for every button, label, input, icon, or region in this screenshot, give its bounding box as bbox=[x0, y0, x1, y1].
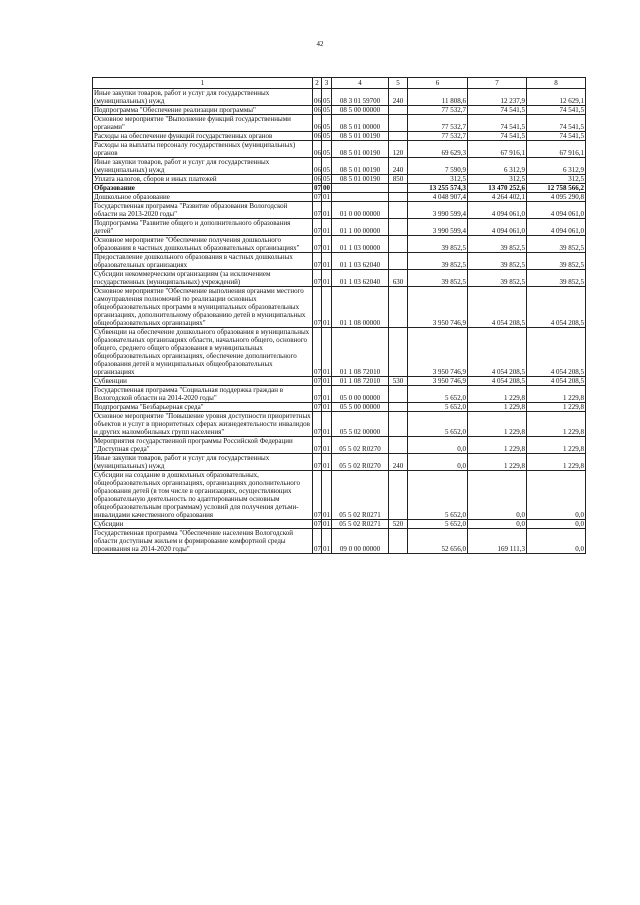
table-row bbox=[93, 386, 586, 403]
target-item-code-cell: 01 1 08 72010 bbox=[332, 377, 389, 386]
section-code-cell: 07 bbox=[314, 403, 321, 411]
expense-type-code-cell bbox=[389, 412, 408, 437]
amount-col7-cell: 1 229,8 bbox=[468, 412, 527, 437]
amount-col7-cell: 74 541,5 bbox=[468, 115, 527, 132]
amount-col7-cell: 67 916,1 bbox=[468, 141, 527, 158]
section-code-cell: 07 bbox=[313, 471, 322, 520]
section-code-cell: 06 bbox=[314, 106, 321, 114]
subsection-code-cell: 01 bbox=[322, 287, 332, 328]
section-code-cell: 07 bbox=[314, 193, 321, 201]
amount-col7-cell: 169 111,3 bbox=[468, 529, 527, 554]
amount-col8-cell: 74 541,5 bbox=[527, 115, 586, 132]
amount-col8-cell: 4 054 208,5 bbox=[527, 287, 586, 328]
expense-type-code-cell bbox=[389, 106, 408, 115]
subsection-code-cell: 05 bbox=[322, 115, 332, 132]
amount-col8-cell: 0,0 bbox=[527, 529, 586, 554]
row-name-cell: Основное мероприятие "Обеспечение получения дошкольного образования в частных дошкольных образовательных организациях" bbox=[93, 236, 313, 253]
table-row bbox=[93, 219, 586, 236]
amount-col7-cell: 4 054 208,5 bbox=[468, 287, 527, 328]
amount-col7-cell: 1 229,8 bbox=[468, 386, 527, 403]
subsection-code-cell: 01 bbox=[322, 471, 332, 520]
amount-col6-cell: 5 652,0 bbox=[408, 520, 468, 529]
amount-col7-cell: 0,0 bbox=[468, 520, 527, 529]
subsection-code-cell: 01 bbox=[322, 437, 332, 454]
amount-col8-cell: 312,5 bbox=[527, 175, 586, 184]
expense-type-code-cell bbox=[389, 471, 408, 520]
amount-col6-cell: 0,0 bbox=[408, 437, 468, 454]
header-cell: 6 bbox=[408, 78, 468, 89]
amount-col6-cell: 11 808,6 bbox=[408, 89, 468, 106]
row-name-cell: Основное мероприятие "Выполнение функций государственными органами" bbox=[93, 115, 313, 132]
amount-col8-cell: 1 229,8 bbox=[527, 454, 586, 471]
amount-col8-cell: 4 094 061,0 bbox=[527, 219, 586, 236]
amount-col6-cell: 5 652,0 bbox=[408, 403, 468, 412]
amount-col8-cell: 1 229,8 bbox=[527, 412, 586, 437]
amount-col8-cell: 74 541,5 bbox=[527, 106, 586, 115]
row-name-cell: Расходы на обеспечение функций государственных органов bbox=[93, 132, 313, 141]
subsection-code-cell: 00 bbox=[323, 184, 330, 192]
table-row bbox=[93, 175, 586, 184]
subsection-code-cell: 01 bbox=[323, 403, 330, 411]
row-name-cell: Субсидии bbox=[93, 520, 313, 529]
amount-col6-cell: 3 950 746,9 bbox=[408, 377, 468, 386]
amount-col6-cell: 0,0 bbox=[408, 454, 468, 471]
amount-col6-cell: 3 990 599,4 bbox=[408, 202, 468, 219]
row-name-cell: Подпрограмма "Обеспечение реализации программы" bbox=[93, 106, 313, 115]
target-item-code-cell: 05 0 00 00000 bbox=[332, 386, 389, 403]
amount-col6-cell: 3 990 599,4 bbox=[408, 219, 468, 236]
target-item-code-cell: 05 5 02 R0270 bbox=[332, 437, 389, 454]
amount-col6-cell: 52 656,0 bbox=[408, 529, 468, 554]
expense-type-code-cell bbox=[389, 132, 408, 141]
expense-type-code-cell: 120 bbox=[389, 141, 408, 158]
amount-col8-cell: 67 916,1 bbox=[527, 141, 586, 158]
row-name-cell: Иные закупки товаров, работ и услуг для государственных (муниципальных) нужд bbox=[93, 158, 313, 175]
table-row bbox=[93, 471, 586, 520]
subsection-code-cell: 01 bbox=[322, 328, 332, 377]
target-item-code-cell: 01 1 03 62040 bbox=[332, 253, 389, 270]
table-row bbox=[93, 193, 586, 202]
subsection-code-cell: 01 bbox=[322, 236, 332, 253]
amount-col7-cell: 312,5 bbox=[468, 175, 527, 184]
table-row bbox=[93, 520, 586, 529]
expense-type-code-cell: 630 bbox=[389, 270, 408, 287]
amount-col6-cell: 3 950 746,9 bbox=[408, 287, 468, 328]
table-row bbox=[93, 158, 586, 175]
amount-col6-cell: 77 532,7 bbox=[408, 132, 468, 141]
amount-col6-cell: 13 255 574,3 bbox=[408, 184, 468, 193]
subsection-code-cell: 01 bbox=[322, 386, 332, 403]
amount-col8-cell: 0,0 bbox=[527, 520, 586, 529]
subsection-code-cell: 01 bbox=[323, 193, 330, 201]
section-code-cell: 07 bbox=[313, 270, 322, 287]
expense-type-code-cell: 240 bbox=[389, 158, 408, 175]
table-row bbox=[93, 377, 586, 386]
table-row bbox=[93, 106, 586, 115]
expense-type-code-cell: 240 bbox=[389, 454, 408, 471]
target-item-code-cell: 01 0 00 00000 bbox=[332, 202, 389, 219]
row-name-cell: Образование bbox=[93, 184, 313, 193]
target-item-code-cell bbox=[332, 184, 389, 193]
row-name-cell: Государственная программа "Обеспечение населения Вологодской области доступным жильем и формирование комфортной среды проживания на 2014-2020 годы" bbox=[93, 529, 313, 554]
subsection-code-cell: 01 bbox=[322, 529, 332, 554]
row-name-cell: Субсидии на создание в дошкольных образовательных, общеобразовательных организациях, организациях дополнительного образования детей (в том числе в организациях, осуществляющих образовательную деятельность по адаптированным основным общеобразовательным программам) условий для получения детьми-инвалидами качественного образования bbox=[93, 471, 313, 520]
amount-col8-cell: 4 054 208,5 bbox=[527, 328, 586, 377]
subsection-code-cell: 05 bbox=[322, 158, 332, 175]
table-row bbox=[93, 454, 586, 471]
amount-col7-cell: 13 470 252,6 bbox=[468, 184, 527, 193]
amount-col7-cell: 4 054 208,5 bbox=[468, 328, 527, 377]
subsection-code-cell: 01 bbox=[322, 253, 332, 270]
section-code-cell: 07 bbox=[313, 437, 322, 454]
amount-col6-cell: 39 852,5 bbox=[408, 253, 468, 270]
row-name-cell: Подпрограмма "Развитие общего и дополнительного образования детей" bbox=[93, 219, 313, 236]
amount-col8-cell: 1 229,8 bbox=[527, 386, 586, 403]
section-code-cell: 07 bbox=[313, 328, 322, 377]
table-row bbox=[93, 412, 586, 437]
table-row bbox=[93, 184, 586, 193]
section-code-cell: 06 bbox=[314, 175, 321, 183]
table-row bbox=[93, 403, 586, 412]
amount-col8-cell: 4 094 061,0 bbox=[527, 202, 586, 219]
subsection-code-cell: 05 bbox=[322, 89, 332, 106]
amount-col6-cell: 5 652,0 bbox=[408, 412, 468, 437]
amount-col6-cell: 39 852,5 bbox=[408, 270, 468, 287]
amount-col7-cell: 1 229,8 bbox=[468, 403, 527, 412]
table-row bbox=[93, 253, 586, 270]
amount-col8-cell: 1 229,8 bbox=[527, 437, 586, 454]
section-code-cell: 06 bbox=[313, 115, 322, 132]
amount-col7-cell: 4 094 061,0 bbox=[468, 202, 527, 219]
target-item-code-cell: 09 0 00 00000 bbox=[332, 529, 389, 554]
row-name-cell: Субвенции bbox=[93, 377, 313, 386]
target-item-code-cell: 01 1 08 00000 bbox=[332, 287, 389, 328]
expense-type-code-cell bbox=[389, 437, 408, 454]
target-item-code-cell: 01 1 08 72010 bbox=[332, 328, 389, 377]
target-item-code-cell: 08 5 00 00000 bbox=[332, 106, 389, 115]
amount-col8-cell: 0,0 bbox=[527, 471, 586, 520]
row-name-cell: Мероприятия государственной программы Российской Федерации "Доступная среда" bbox=[93, 437, 313, 454]
table-row bbox=[93, 270, 586, 287]
section-code-cell: 06 bbox=[314, 132, 321, 140]
expense-type-code-cell: 240 bbox=[389, 89, 408, 106]
row-name-cell: Субвенции на обеспечение дошкольного образования в муниципальных образовательных организациях области, начального общего, основного общего, среднего общего образования в муниципальных общеобразовательных организациях, обеспечение дополнительного образования детей в муниципальных общеобразовательных организациях bbox=[93, 328, 313, 377]
amount-col7-cell: 4 054 208,5 bbox=[468, 377, 527, 386]
amount-col8-cell: 4 095 290,8 bbox=[527, 193, 586, 202]
section-code-cell: 07 bbox=[313, 236, 322, 253]
table-row bbox=[93, 328, 586, 377]
amount-col6-cell: 4 048 907,4 bbox=[408, 193, 468, 202]
row-name-cell: Дошкольное образование bbox=[93, 193, 313, 202]
target-item-code-cell: 08 5 01 00190 bbox=[332, 132, 389, 141]
section-code-cell: 07 bbox=[314, 184, 321, 192]
section-code-cell: 06 bbox=[313, 89, 322, 106]
target-item-code-cell: 01 1 03 62040 bbox=[332, 270, 389, 287]
amount-col7-cell: 74 541,5 bbox=[468, 106, 527, 115]
amount-col6-cell: 39 852,5 bbox=[408, 236, 468, 253]
table-row bbox=[93, 202, 586, 219]
amount-col8-cell: 12 758 566,2 bbox=[527, 184, 586, 193]
amount-col7-cell: 4 264 402,1 bbox=[468, 193, 527, 202]
section-code-cell: 06 bbox=[313, 158, 322, 175]
amount-col7-cell: 74 541,5 bbox=[468, 132, 527, 141]
subsection-code-cell: 05 bbox=[323, 132, 330, 140]
expense-type-code-cell bbox=[389, 219, 408, 236]
expense-type-code-cell bbox=[389, 184, 408, 193]
budget-table bbox=[92, 77, 586, 554]
table-row bbox=[93, 89, 586, 106]
table-row bbox=[93, 141, 586, 158]
table-row bbox=[93, 529, 586, 554]
subsection-code-cell: 05 bbox=[323, 106, 330, 114]
expense-type-code-cell bbox=[389, 386, 408, 403]
expense-type-code-cell: 850 bbox=[389, 175, 408, 184]
amount-col6-cell: 3 950 746,9 bbox=[408, 328, 468, 377]
section-code-cell: 07 bbox=[313, 219, 322, 236]
row-name-cell: Государственная программа "Развитие образования Вологодской области на 2013-2020 годы" bbox=[93, 202, 313, 219]
row-name-cell: Основное мероприятие "Повышение уровня доступности приоритетных объектов и услуг в приоритетных сферах жизнедеятельности инвалидов и других маломобильных групп населения" bbox=[94, 412, 311, 436]
expense-type-code-cell bbox=[389, 529, 408, 554]
amount-col6-cell: 77 532,7 bbox=[408, 106, 468, 115]
subsection-code-cell: 01 bbox=[323, 520, 330, 528]
subsection-code-cell: 05 bbox=[323, 175, 330, 183]
subsection-code-cell: 01 bbox=[322, 454, 332, 471]
amount-col7-cell: 4 094 061,0 bbox=[468, 219, 527, 236]
row-name-cell: Государственная программа "Социальная поддержка граждан в Вологодской области на 2014-2020 годы" bbox=[93, 386, 313, 403]
target-item-code-cell: 08 5 01 00000 bbox=[332, 115, 389, 132]
table-row bbox=[93, 236, 586, 253]
header-cell: 4 bbox=[332, 78, 389, 89]
amount-col6-cell: 5 652,0 bbox=[408, 386, 468, 403]
amount-col6-cell: 77 532,7 bbox=[408, 115, 468, 132]
amount-col8-cell: 1 229,8 bbox=[527, 403, 586, 412]
subsection-code-cell: 01 bbox=[323, 377, 330, 385]
amount-col8-cell: 39 852,5 bbox=[527, 236, 586, 253]
target-item-code-cell: 08 5 01 00190 bbox=[332, 175, 389, 184]
amount-col7-cell: 39 852,5 bbox=[468, 253, 527, 270]
section-code-cell: 07 bbox=[314, 377, 321, 385]
target-item-code-cell bbox=[332, 193, 389, 202]
expense-type-code-cell bbox=[389, 202, 408, 219]
header-cell: 2 bbox=[313, 78, 322, 89]
row-name-cell: Основное мероприятие "Обеспечение выполнения органами местного самоуправления полномочий по реализации основных общеобразовательных программ в муниципальных образовательных организациях, дополнительному образованию детей в муниципальных общеобразовательных организациях" bbox=[93, 287, 313, 328]
target-item-code-cell: 08 3 01 59700 bbox=[332, 89, 389, 106]
target-item-code-cell: 05 5 02 R0271 bbox=[332, 471, 389, 520]
row-name-cell: Иные закупки товаров, работ и услуг для государственных (муниципальных) нужд bbox=[93, 89, 313, 106]
target-item-code-cell: 01 1 00 00000 bbox=[332, 219, 389, 236]
row-name-cell: Уплата налогов, сборов и иных платежей bbox=[93, 175, 313, 184]
row-name-cell: Подпрограмма "Безбарьерная среда" bbox=[93, 403, 313, 412]
amount-col6-cell: 69 629,3 bbox=[408, 141, 468, 158]
table-row bbox=[93, 437, 586, 454]
expense-type-code-cell bbox=[389, 115, 408, 132]
expense-type-code-cell: 520 bbox=[389, 520, 408, 529]
amount-col8-cell: 74 541,5 bbox=[527, 132, 586, 141]
amount-col8-cell: 39 852,5 bbox=[527, 253, 586, 270]
section-code-cell: 07 bbox=[314, 520, 321, 528]
section-code-cell: 07 bbox=[313, 454, 322, 471]
header-cell: 8 bbox=[527, 78, 586, 89]
amount-col6-cell: 312,5 bbox=[408, 175, 468, 184]
expense-type-code-cell bbox=[389, 287, 408, 328]
amount-col8-cell: 4 054 208,5 bbox=[527, 377, 586, 386]
target-item-code-cell: 05 5 00 00000 bbox=[332, 403, 389, 412]
target-item-code-cell: 08 5 01 00190 bbox=[332, 141, 389, 158]
amount-col7-cell: 39 852,5 bbox=[468, 270, 527, 287]
section-code-cell: 07 bbox=[313, 529, 322, 554]
header-cell: 7 bbox=[468, 78, 527, 89]
expense-type-code-cell bbox=[389, 253, 408, 270]
expense-type-code-cell bbox=[389, 236, 408, 253]
amount-col7-cell: 1 229,8 bbox=[468, 437, 527, 454]
amount-col7-cell: 0,0 bbox=[468, 471, 527, 520]
subsection-code-cell: 05 bbox=[322, 141, 332, 158]
amount-col7-cell: 6 312,9 bbox=[468, 158, 527, 175]
amount-col7-cell: 39 852,5 bbox=[468, 236, 527, 253]
page-number: 42 bbox=[316, 40, 324, 48]
section-code-cell: 07 bbox=[313, 287, 322, 328]
table-row bbox=[93, 287, 586, 328]
amount-col7-cell: 12 237,9 bbox=[468, 89, 527, 106]
expense-type-code-cell bbox=[389, 328, 408, 377]
row-name-cell: Иные закупки товаров, работ и услуг для государственных (муниципальных) нужд bbox=[93, 454, 313, 471]
section-code-cell: 07 bbox=[313, 412, 322, 437]
table-row bbox=[93, 115, 586, 132]
amount-col8-cell: 6 312,9 bbox=[527, 158, 586, 175]
subsection-code-cell: 01 bbox=[322, 219, 332, 236]
expense-type-code-cell: 530 bbox=[389, 377, 408, 386]
target-item-code-cell: 05 5 02 R0270 bbox=[332, 454, 389, 471]
target-item-code-cell: 05 5 02 R0271 bbox=[332, 520, 389, 529]
row-name-cell: Субсидии некоммерческим организациям (за исключением государственных (муниципальных) учреждений) bbox=[93, 270, 313, 287]
target-item-code-cell: 08 5 01 00190 bbox=[332, 158, 389, 175]
amount-col8-cell: 39 852,5 bbox=[527, 270, 586, 287]
header-cell: 1 bbox=[93, 78, 313, 89]
section-code-cell: 06 bbox=[313, 141, 322, 158]
section-code-cell: 07 bbox=[313, 253, 322, 270]
row-name-cell: Предоставление дошкольного образования в частных дошкольных образовательных организациях bbox=[93, 253, 313, 270]
target-item-code-cell: 01 1 03 00000 bbox=[332, 236, 389, 253]
subsection-code-cell: 01 bbox=[322, 202, 332, 219]
table-header-row bbox=[93, 78, 586, 89]
row-name-cell: Расходы на выплаты персоналу государственных (муниципальных) органов bbox=[93, 141, 313, 158]
amount-col8-cell: 12 629,1 bbox=[527, 89, 586, 106]
subsection-code-cell: 01 bbox=[322, 412, 332, 437]
amount-col6-cell: 7 590,9 bbox=[408, 158, 468, 175]
amount-col7-cell: 1 229,8 bbox=[468, 454, 527, 471]
expense-type-code-cell bbox=[389, 403, 408, 412]
target-item-code-cell: 05 5 02 00000 bbox=[332, 412, 389, 437]
header-cell: 3 bbox=[322, 78, 332, 89]
header-cell: 5 bbox=[389, 78, 408, 89]
subsection-code-cell: 01 bbox=[322, 270, 332, 287]
table-row bbox=[93, 132, 586, 141]
expense-type-code-cell bbox=[389, 193, 408, 202]
section-code-cell: 07 bbox=[313, 202, 322, 219]
section-code-cell: 07 bbox=[313, 386, 322, 403]
amount-col6-cell: 5 652,0 bbox=[408, 471, 468, 520]
